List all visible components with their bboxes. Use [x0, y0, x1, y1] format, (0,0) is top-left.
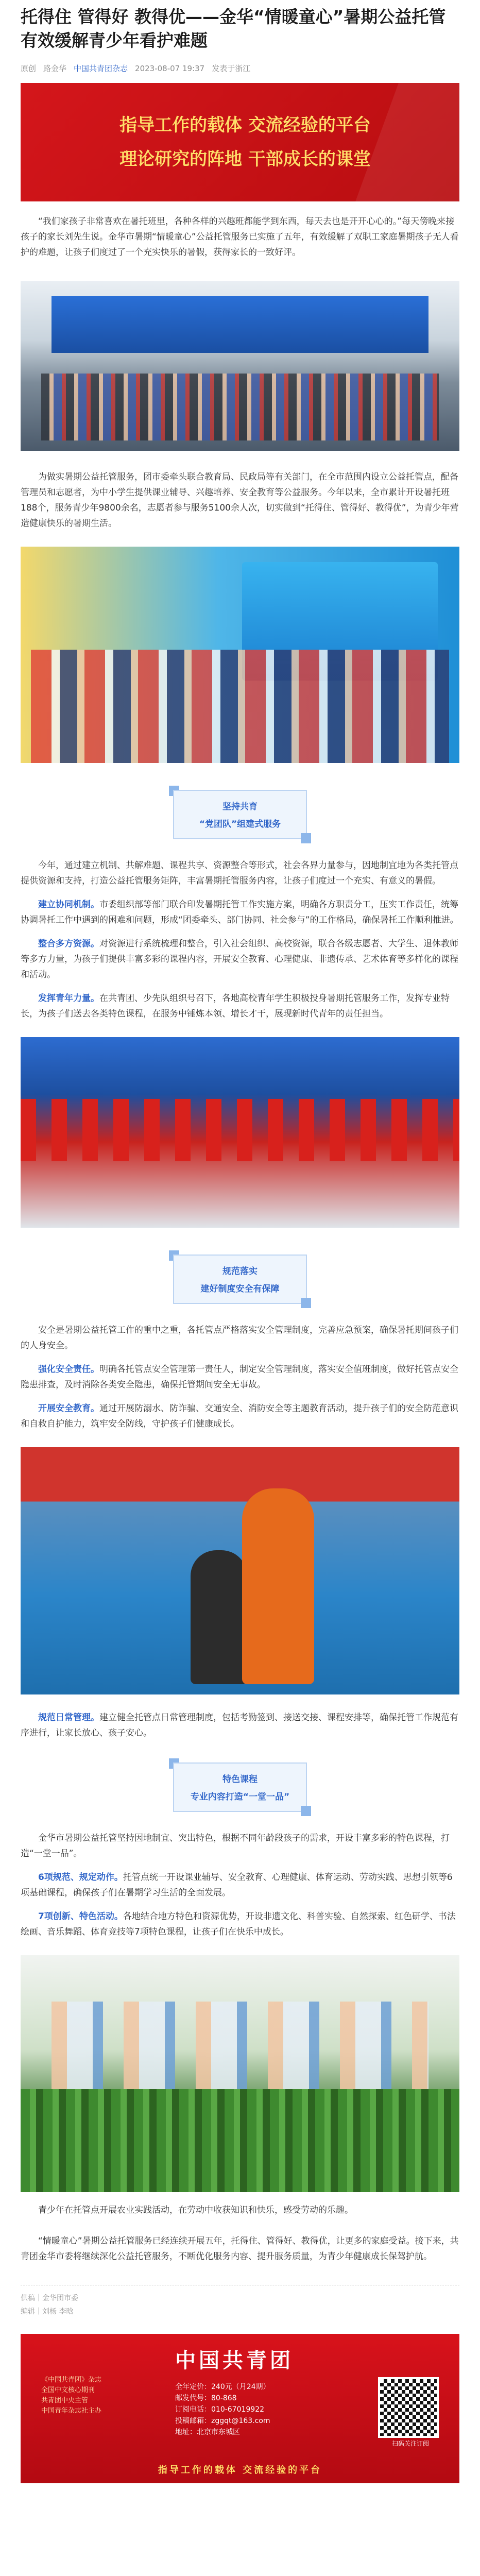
author-credit: 供稿｜金华团市委 [21, 2294, 78, 2302]
section-2-point-3: 规范日常管理。建立健全托管点日常管理制度，包括考勤签到、接送交接、课程安排等，确保托管工作规范有序进行，让家长放心、孩子安心。 [21, 1713, 458, 1738]
overview-paragraph: 为做实暑期公益托管服务，团市委牵头联合教育局、民政局等有关部门，在全市范围内设立公益托管点，配备管理员和志愿者，为中小学生提供课业辅导、兴趣培养、安全教育等公益服务。今年以来，全市累计开设暑托班188个，服务青少年9800余名，志愿者参与服务5100余人次，切实做到“托得住、管得好、教得优”，为青少年营造健康快乐的暑期生活。 [21, 472, 459, 529]
closing-paragraph: “情暖童心”暑期公益托管服务已经连续开展五年，托得住、管得好、教得优，让更多的家庭受益。接下来，共青团金华市委将继续深化公益托管服务，不断优化服务内容、提升服务质量，为青少年健康成长保驾护航。 [21, 2236, 459, 2262]
opening-ceremony-photo [21, 281, 459, 451]
swimming-safety-photo [21, 1447, 459, 1694]
qr-code-label: 扫码关注订阅 [391, 2440, 429, 2447]
farm-photo-caption: 青少年在托管点开展农业实践活动，在劳动中收获知识和快乐，感受劳动的乐趣。 [38, 2205, 353, 2215]
section-heading-1 [21, 784, 459, 848]
children-group-photo [21, 547, 459, 763]
section-3-intro: 金华市暑期公益托管坚持因地制宜、突出特色，根据不同年龄段孩子的需求，开设丰富多彩的特色课程，打造“一堂一品”。 [21, 1833, 450, 1859]
editor-credit: 编辑｜刘杨 李晗 [21, 2308, 74, 2316]
section-3-label: 特色课程 [222, 1774, 258, 1785]
article-title: 托得住 管得好 教得优——金华“情暖童心”暑期公益托管有效缓解青少年看护难题 [21, 7, 446, 50]
magazine-logo: 中国共青团 [175, 2348, 294, 2372]
credits [21, 2285, 459, 2318]
volunteer-flags-photo [21, 1037, 459, 1228]
section-1-label: 坚持共育 [222, 802, 258, 812]
subscription-info: 全年定价：240元（月24期） 邮发代号：80-868 订阅电话：010-67019922 投稿邮箱：zggqt@163.com 地址：北京市东城区 [175, 2383, 270, 2436]
section-heading-3 [21, 1756, 459, 1820]
banner-line-2: 理论研究的阵地 干部成长的课堂 [119, 149, 371, 170]
qr-code-icon[interactable] [378, 2377, 439, 2438]
section-3-point-1: 6项规范、规定动作。托管点统一开设课业辅导、安全教育、心理健康、体育运动、劳动实践、思想引领等6项基础课程，确保孩子们在暑期学习生活的全面发展。 [21, 1872, 453, 1898]
section-heading-2 [21, 1248, 459, 1312]
section-2-label: 规范落实 [222, 1266, 258, 1277]
section-2-point-1: 强化安全责任。明确各托管点安全管理第一责任人，制定安全管理制度，落实安全值班制度，做好托管点安全隐患排查，及时消除各类安全隐患，确保托管期间安全无事故。 [21, 1364, 458, 1390]
publish-date: 2023-08-07 19:37 [135, 63, 205, 73]
publish-location: 发表于浙江 [212, 64, 251, 73]
source-link[interactable]: 中国共青团杂志 [74, 64, 128, 73]
section-2-intro: 安全是暑期公益托管工作的重中之重，各托管点严格落实安全管理制度，完善应急预案，确保暑托期间孩子们的人身安全。 [21, 1325, 458, 1351]
section-1-point-1: 建立协同机制。市委组织部等部门联合印发暑期托管工作实施方案，明确各方职责分工，压实工作责任，统筹协调暑托工作中遇到的困难和问题，形成“团委牵头、部门协同、社会参与”的工作格局，确保暑托工作顺利推进。 [21, 900, 459, 925]
section-2-point-2: 开展安全教育。通过开展防溺水、防诈骗、交通安全、消防安全等主题教育活动，提升孩子们的安全防范意识和自救自护能力，筑牢安全防线，守护孩子们健康成长。 [21, 1403, 458, 1429]
section-1-title: “党团队”组建式服务 [199, 819, 281, 829]
author-name: 路金华 [43, 64, 67, 73]
footer-slogan: 指导工作的载体 交流经验的平台 [158, 2465, 322, 2476]
original-tag: 原创 [21, 64, 37, 73]
section-3-title: 专业内容打造“一堂一品” [190, 1792, 290, 1802]
section-1-point-2: 整合多方资源。对资源进行系统梳理和整合，引入社会组织、高校资源，联合各级志愿者、大学生、退休教师等多方力量，为孩子们提供丰富多彩的课程内容，开展安全教育、心理健康、非遗传承、艺术体育等多样化的课程和活动。 [21, 939, 458, 980]
footer-left-info: 《中国共青团》杂志 全国中文核心期刊 共青团中央主管 中国青年杂志社主办 [41, 2376, 102, 2415]
article-meta [21, 63, 459, 74]
intro-paragraph: “我们家孩子非常喜欢在暑托班里，各种各样的兴趣班都能学到东西，每天去也是开开心心的。”每天傍晚来接孩子的家长刘先生说。金华市暑期“情暖童心”公益托管服务已实施了五年，有效缓解了双职工家庭暑期孩子无人看护的难题，让孩子们度过了一个充实快乐的暑假，获得家长的一致好评。 [21, 216, 459, 258]
magazine-footer [21, 2334, 459, 2483]
section-3-point-2: 7项创新、特色活动。各地结合地方特色和资源优势，开设非遗文化、科普实验、自然探索、红色研学、书法绘画、音乐舞蹈、体育竞技等7项特色课程，让孩子们在快乐中成长。 [21, 1911, 456, 1937]
header-banner [21, 83, 459, 201]
section-1-point-3: 发挥青年力量。在共青团、少先队组织号召下，各地高校青年学生积极投身暑期托管服务工作，发挥专业特长，为孩子们送去各类特色课程，在服务中锤炼本领、增长才干，展现新时代青年的责任担当。 [21, 993, 450, 1019]
farm-practice-photo [21, 1955, 459, 2192]
section-2-title: 建好制度安全有保障 [200, 1284, 280, 1294]
section-1-intro: 今年，通过建立机制、共解难题、课程共享、资源整合等形式，社会各界力量参与，因地制宜地为各类托管点提供资源和支持，打造公益托管服务矩阵，丰富暑期托管服务内容，让孩子们度过一个充实、有意义的暑假。 [21, 860, 458, 886]
banner-line-1: 指导工作的载体 交流经验的平台 [119, 115, 371, 135]
